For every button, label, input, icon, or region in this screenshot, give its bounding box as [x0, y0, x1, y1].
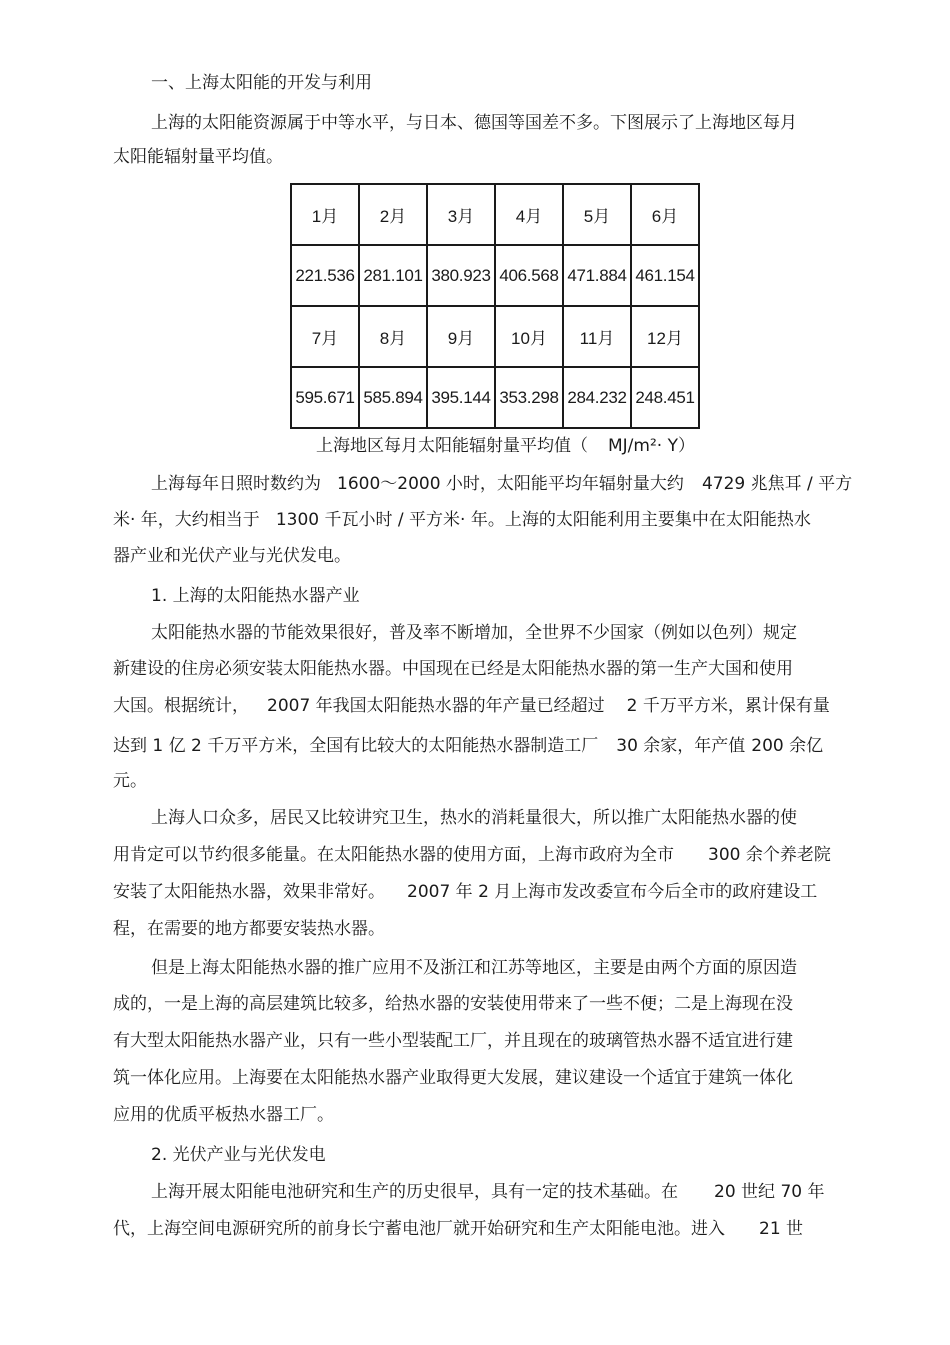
subheading-photovoltaic: 2. 光伏产业与光伏发电	[151, 1145, 326, 1165]
table-row-values-1	[291, 245, 699, 306]
table-cell: 10月	[495, 306, 563, 367]
p5-line-5: 应用的优质平板热水器工厂。	[113, 1105, 334, 1125]
table-cell: 9月	[427, 306, 495, 367]
p4-line-2: 用肯定可以节约很多能量。在太阳能热水器的使用方面，上海市政府为全市 300 余个养老院	[113, 845, 831, 865]
table-cell: 284.232	[563, 367, 631, 428]
p5-line-2: 成的，一是上海的高层建筑比较多，给热水器的安装使用带来了一些不便；二是上海现在没	[113, 994, 793, 1014]
table-cell: 406.568	[495, 245, 563, 306]
table-cell: 595.671	[291, 367, 359, 428]
section-heading: 一、上海太阳能的开发与利用	[151, 73, 372, 93]
table-cell: 395.144	[427, 367, 495, 428]
table-cell: 6月	[631, 184, 699, 245]
p6-line-1: 上海开展太阳能电池研究和生产的历史很早，具有一定的技术基础。在 20 世纪 70 年	[151, 1182, 825, 1202]
table-cell: 585.894	[359, 367, 427, 428]
p2-line-1: 上海每年日照时数约为 1600～2000 小时，太阳能平均年辐射量大约 4729 兆焦耳 / 平方	[151, 474, 853, 494]
table-cell: 1月	[291, 184, 359, 245]
table-cell: 8月	[359, 306, 427, 367]
table-cell: 7月	[291, 306, 359, 367]
p4-line-3: 安装了太阳能热水器，效果非常好。 2007 年 2 月上海市发改委宣布今后全市的政府建设工	[113, 882, 818, 902]
p3-line-4: 达到 1 亿 2 千万平方米，全国有比较大的太阳能热水器制造工厂 30 余家，年产值 200 余亿	[113, 736, 824, 756]
table-cell: 3月	[427, 184, 495, 245]
intro-line-1: 上海的太阳能资源属于中等水平，与日本、德国等国差不多。下图展示了上海地区每月	[151, 113, 797, 133]
table-cell: 353.298	[495, 367, 563, 428]
radiation-table	[290, 183, 700, 429]
intro-line-2: 太阳能辐射量平均值。	[113, 147, 283, 167]
p4-line-1: 上海人口众多，居民又比较讲究卫生，热水的消耗量很大，所以推广太阳能热水器的使	[151, 808, 797, 828]
table-cell: 4月	[495, 184, 563, 245]
table-row-values-2	[291, 367, 699, 428]
p2-line-2: 米· 年，大约相当于 1300 千瓦小时 / 平方米· 年。上海的太阳能利用主要集中在太阳能热水	[113, 510, 811, 530]
p5-line-1: 但是上海太阳能热水器的推广应用不及浙江和江苏等地区，主要是由两个方面的原因造	[151, 958, 797, 978]
p3-line-1: 太阳能热水器的节能效果很好，普及率不断增加，全世界不少国家（例如以色列）规定	[151, 623, 797, 643]
table-cell: 2月	[359, 184, 427, 245]
p6-line-2: 代，上海空间电源研究所的前身长宁蓄电池厂就开始研究和生产太阳能电池。进入 21 世	[113, 1219, 804, 1239]
p4-line-4: 程，在需要的地方都要安装热水器。	[113, 919, 385, 939]
table-cell: 221.536	[291, 245, 359, 306]
table-cell: 281.101	[359, 245, 427, 306]
table-cell: 11月	[563, 306, 631, 367]
table-row-months-1	[291, 184, 699, 245]
p5-line-4: 筑一体化应用。上海要在太阳能热水器产业取得更大发展，建议建设一个适宜于建筑一体化	[113, 1068, 793, 1088]
p3-line-2: 新建设的住房必须安装太阳能热水器。中国现在已经是太阳能热水器的第一生产大国和使用	[113, 659, 793, 679]
p5-line-3: 有大型太阳能热水器产业，只有一些小型装配工厂，并且现在的玻璃管热水器不适宜进行建	[113, 1031, 793, 1051]
table-cell: 12月	[631, 306, 699, 367]
table-cell: 248.451	[631, 367, 699, 428]
table-caption: 上海地区每月太阳能辐射量平均值（ MJ/m²· Y）	[316, 436, 695, 456]
p2-line-3: 器产业和光伏产业与光伏发电。	[113, 546, 351, 566]
table-cell: 461.154	[631, 245, 699, 306]
table-cell: 5月	[563, 184, 631, 245]
subheading-solar-water-heater: 1. 上海的太阳能热水器产业	[151, 586, 360, 606]
table-cell: 471.884	[563, 245, 631, 306]
p3-line-5: 元。	[113, 771, 147, 791]
table-row-months-2	[291, 306, 699, 367]
table-cell: 380.923	[427, 245, 495, 306]
p3-line-3: 大国。根据统计， 2007 年我国太阳能热水器的年产量已经超过 2 千万平方米，累计保有量	[113, 696, 830, 716]
